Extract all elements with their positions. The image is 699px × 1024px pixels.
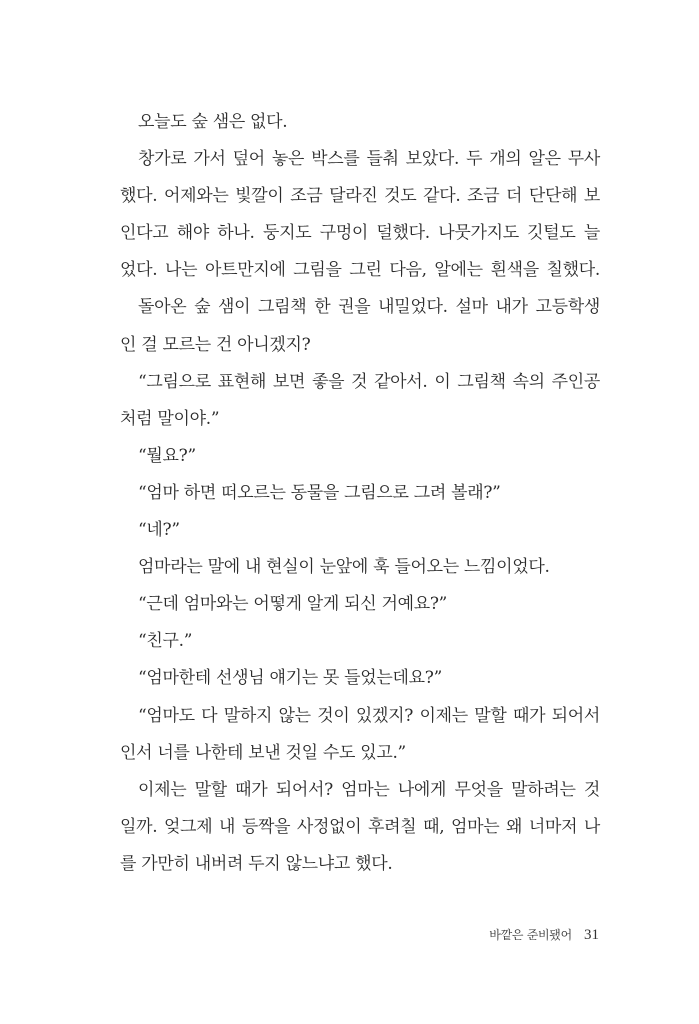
text-line: “엄마도 다 말하지 않는 것이 있겠지? 이제는 말할 때가 되어서	[138, 705, 600, 726]
text-line: 를 가만히 내버려 두지 않느냐고 했다.	[120, 853, 393, 874]
text-line: “엄마 하면 떠오르는 동물을 그림으로 그려 볼래?”	[138, 482, 501, 503]
text-line: 창가로 가서 덮어 놓은 박스를 들춰 보았다. 두 개의 알은 무사	[138, 149, 600, 170]
running-title: 바깥은 준비됐어	[489, 928, 572, 942]
text-line: 었다. 나는 아트만지에 그림을 그린 다음, 알에는 흰색을 칠했다.	[120, 260, 600, 281]
text-line: “근데 엄마와는 어떻게 알게 되신 거예요?”	[138, 594, 448, 615]
body-text	[120, 104, 600, 883]
text-line: 이제는 말할 때가 되어서? 엄마는 나에게 무엇을 말하려는 것	[138, 779, 600, 800]
text-line: “뭘요?”	[138, 445, 196, 466]
text-line: 오늘도 숲 샘은 없다.	[138, 112, 288, 132]
text-line: 처럼 말이야.”	[120, 408, 220, 429]
text-line: 했다. 어제와는 빛깔이 조금 달라진 것도 같다. 조금 더 단단해 보	[120, 186, 600, 207]
text-line: 일까. 엊그제 내 등짝을 사정없이 후려칠 때, 엄마는 왜 너마저 나	[120, 816, 600, 837]
text-line: 인 걸 모르는 건 아니겠지?	[120, 334, 311, 355]
text-line: “네?”	[138, 520, 180, 541]
text-line: “엄마한테 선생님 얘기는 못 들었는데요?”	[138, 668, 442, 689]
text-line: 돌아온 숲 샘이 그림책 한 권을 내밀었다. 설마 내가 고등학생	[138, 297, 600, 318]
text-line: 인다고 해야 하나. 둥지도 구멍이 덜했다. 나뭇가지도 깃털도 늘	[120, 223, 600, 244]
page-footer	[489, 926, 599, 944]
text-line: 인서 너를 나한테 보낸 것일 수도 있고.”	[120, 742, 406, 763]
text-line: “친구.”	[138, 631, 193, 652]
text-line: 엄마라는 말에 내 현실이 눈앞에 훅 들어오는 느낌이었다.	[138, 557, 550, 578]
text-line: “그림으로 표현해 보면 좋을 것 같아서. 이 그림책 속의 주인공	[138, 371, 600, 392]
page-number: 31	[584, 927, 599, 943]
